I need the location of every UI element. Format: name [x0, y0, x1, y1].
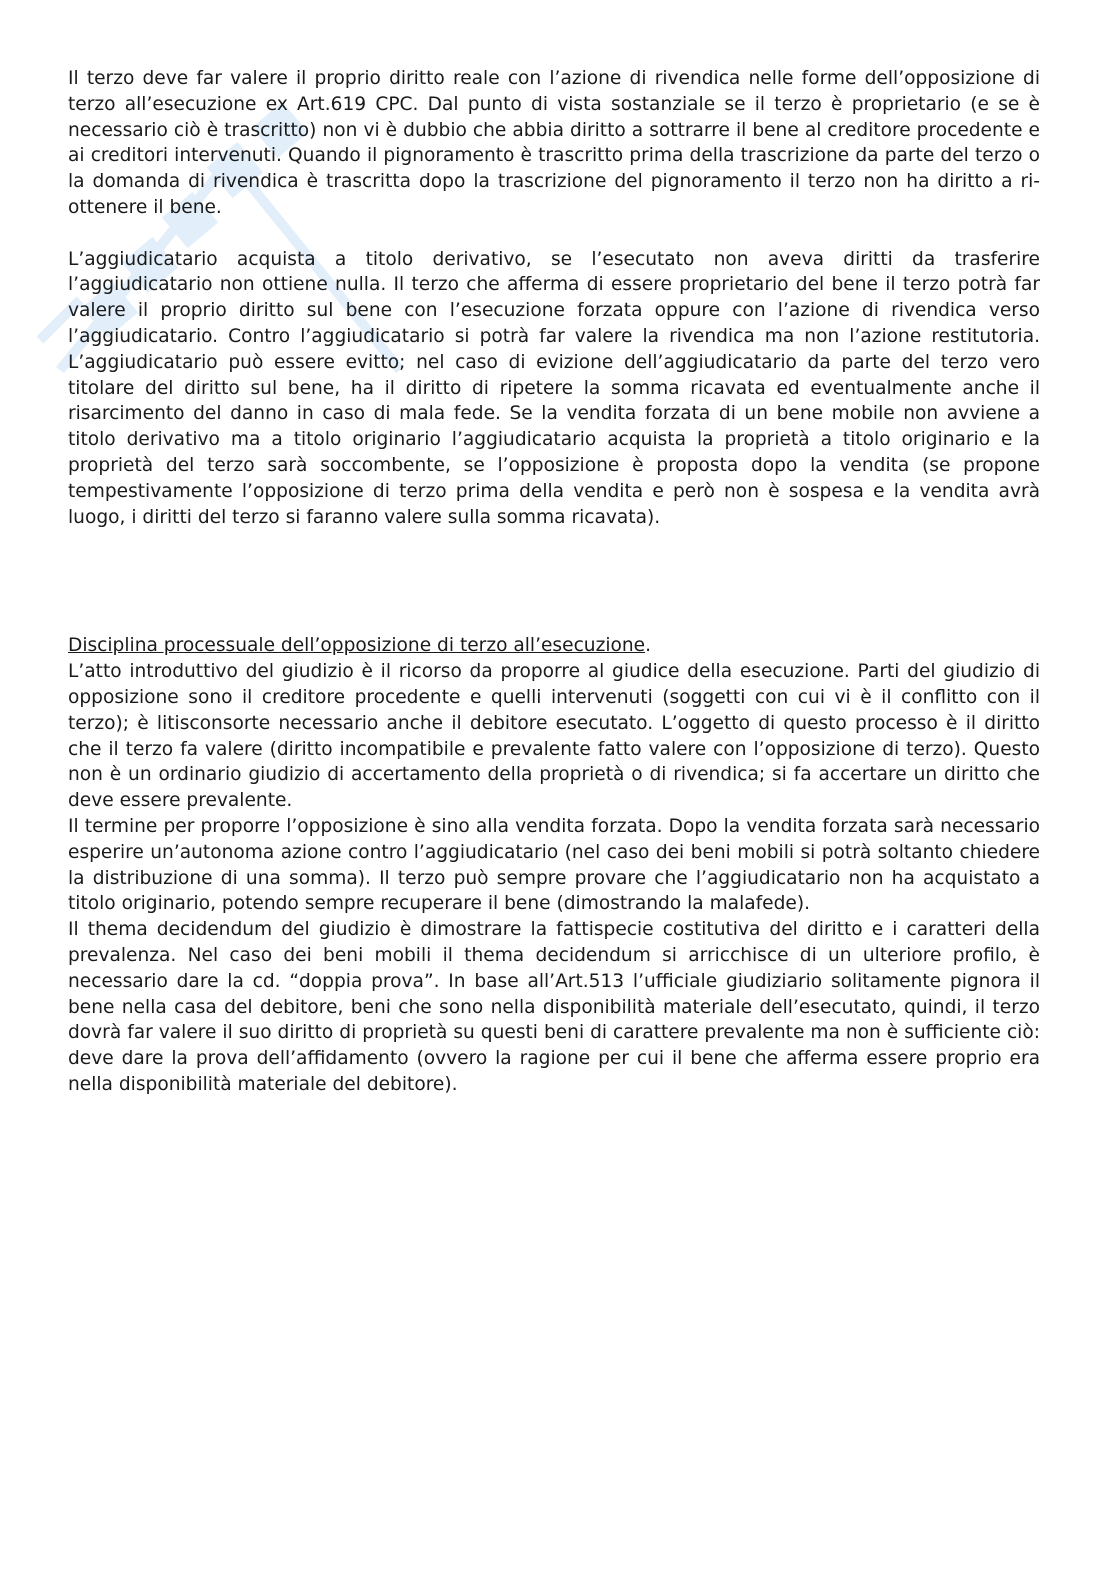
paragraph-aggiudicatario: L’aggiudicatario acquista a titolo derivativo, se l’esecutato non aveva diritti da trasferire l’aggiudicatario non ottiene nulla. Il terzo che afferma di essere proprietario del bene il terzo potrà far valere il proprio diritto sul bene con l’esecuzione forzata oppure con l’azione di rivendica verso l’aggiudicatario. Contro l’aggiudicatario si potrà far valere la rivendica ma non l’azione restitutoria. L’aggiudicatario può essere evitto; nel caso di evizione dell’aggiudicatario da parte del terzo vero titolare del diritto sul bene, ha il diritto di ripetere la somma ricavata ed eventualmente anche il risarcimento del danno in caso di mala fede. Se la vendita forzata di un bene mobile non avviene a titolo derivativo ma a titolo originario l’aggiudicatario acquista la proprietà a titolo originario e la proprietà del terzo sarà soccombente, se l’opposizione è proposta dopo la vendita (se propone tempestivamente l’opposizione di terzo prima della vendita e però non è sospesa e la vendita avrà luogo, i diritti del terzo si faranno valere sulla somma ricavata). — [68, 248, 1040, 528]
paragraph-spacer — [68, 221, 1040, 247]
section-heading — [68, 633, 1040, 659]
section-spacer — [68, 530, 1040, 633]
paragraph-opposizione-terzo: Il terzo deve far valere il proprio diritto reale con l’azione di rivendica nelle forme dell’opposizione di terzo all’esecuzione ex Art.619 CPC. Dal punto di vista sostanziale se il terzo è proprietario (e se è necessario ciò è trascritto) non vi è dubbio che abbia diritto a sottrarre il bene al creditore procedente e ai creditori intervenuti. Quando il pignoramento è trascritto prima della trascrizione da parte del terzo o la domanda di rivendica è trascritta dopo la trascrizione del pignoramento il terzo non ha diritto a ri-ottenere il bene. — [68, 68, 1040, 218]
paragraph-thema-decidendum: Il thema decidendum del giudizio è dimostrare la fattispecie costitutiva del diritto e i caratteri della prevalenza. Nel caso dei beni mobili il thema decidendum si arricchisce di un ulteriore profilo, è necessario dare la cd. “doppia prova”. In base all’Art.513 l’ufficiale giudiziario solitamente pignora il bene nella casa del debitore, beni che sono nella disponibilità materiale dell’esecutato, quindi, il terzo dovrà far valere il suo diritto di proprietà su questi beni di carattere prevalente ma non è sufficiente ciò: deve dare la prova dell’affidamento (ovvero la ragione per cui il bene che afferma essere proprio era nella disponibilità materiale del debitore). — [68, 919, 1040, 1095]
section-heading-period: . — [645, 635, 652, 657]
document-body — [68, 66, 1040, 1098]
section-heading-text: Disciplina processuale dell’opposizione di terzo all’esecuzione — [68, 635, 646, 657]
paragraph-termine-opposizione: Il termine per proporre l’opposizione è sino alla vendita forzata. Dopo la vendita forzata sarà necessario esperire un’autonoma azione contro l’aggiudicatario (nel caso dei beni mobili si potrà soltanto chiedere la distribuzione di una somma). Il terzo può sempre provare che l’aggiudicatario non ha acquistato a titolo originario, potendo sempre recuperare il bene (dimostrando la malafede). — [68, 815, 1040, 915]
paragraph-atto-introduttivo: L’atto introduttivo del giudizio è il ricorso da proporre al giudice della esecuzione. Parti del giudizio di opposizione sono il creditore procedente e quelli intervenuti (soggetti con cui vi è il conflitto con il terzo); è litisconsorte necessario anche il debitore esecutato. L’oggetto di questo processo è il diritto che il terzo fa valere (diritto incompatibile e prevalente fatto valere con l’opposizione di terzo). Questo non è un ordinario giudizio di accertamento della proprietà o di rivendica; si fa accertare un diritto che deve essere prevalente. — [68, 661, 1040, 812]
